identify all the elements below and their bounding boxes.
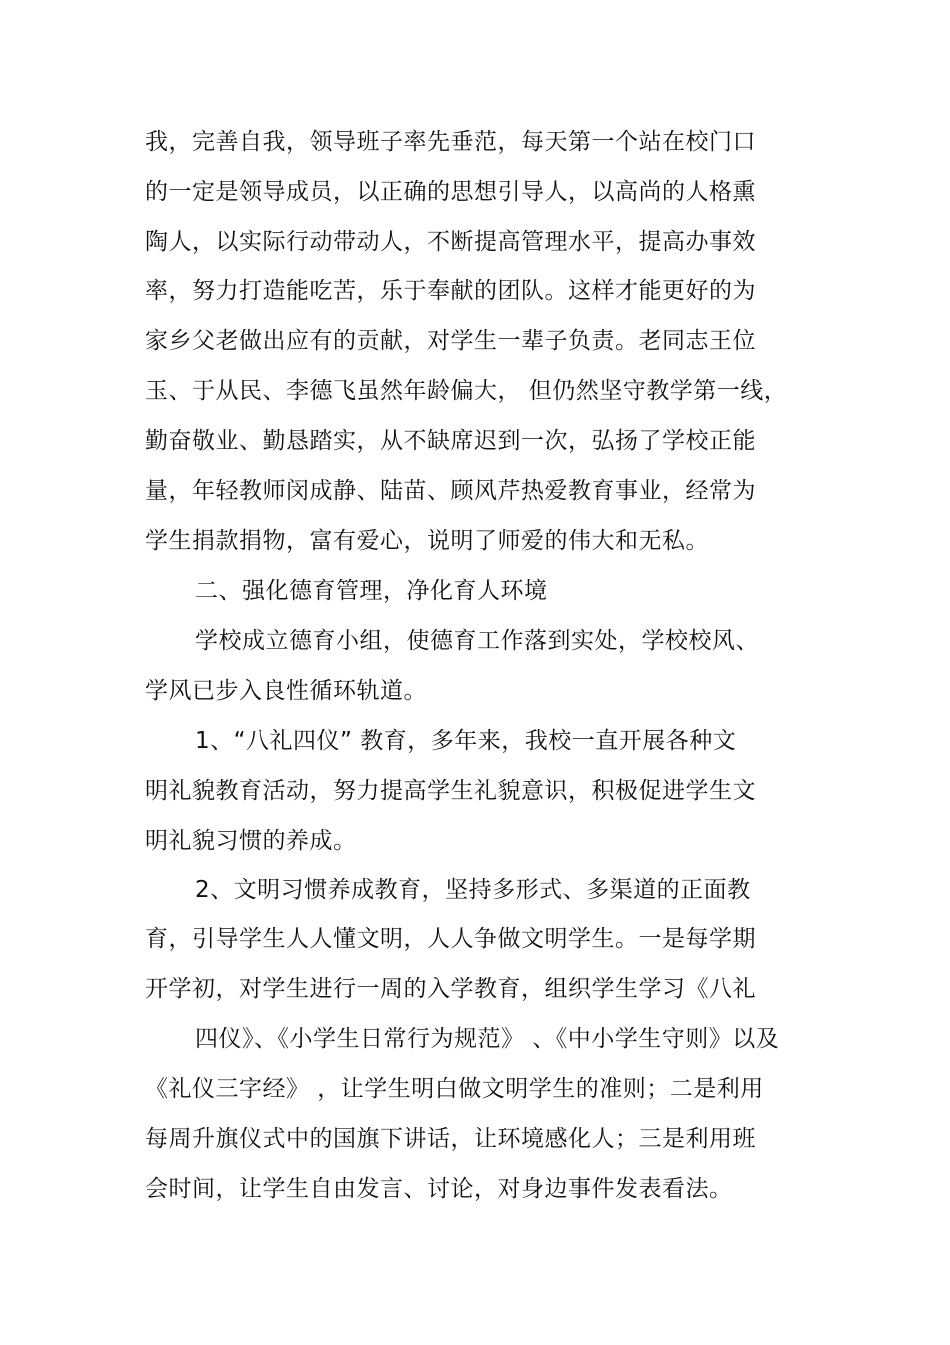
text-line: 四仪》、《小学生日常行为规范》 、《中小学生守则》以及 (195, 1026, 780, 1052)
text-line: 育，引导学生人人懂文明，人人争做文明学生。一是每学期 (145, 926, 756, 952)
text-line: 量，年轻教师闵成静、陆苗、顾风芹热爱教育事业，经常为 (145, 478, 756, 504)
text-line: 1、“八礼四仪” 教育，多年来，我校一直开展各种文 (195, 728, 737, 754)
section-heading: 二、强化德育管理，净化育人环境 (195, 578, 548, 604)
text-line: 每周升旗仪式中的国旗下讲话，让环境感化人；三是利用班 (145, 1126, 756, 1152)
text-line: 学校成立德育小组，使德育工作落到实处，学校校风、 (195, 628, 759, 654)
text-line: 开学初，对学生进行一周的入学教育，组织学生学习《八礼 (145, 976, 756, 1002)
text-line: 家乡父老做出应有的贡献，对学生一辈子负责。老同志王位 (145, 328, 756, 354)
text-line: 2、文明习惯养成教育，坚持多形式、多渠道的正面教 (195, 877, 751, 903)
text-line: 会时间，让学生自由发言、讨论，对身边事件发表看法。 (145, 1176, 733, 1202)
text-line: 陶人，以实际行动带动人，不断提高管理水平，提高办事效 (145, 229, 756, 255)
text-line: 率，努力打造能吃苦，乐于奉献的团队。这样才能更好的为 (145, 278, 756, 304)
text-line: 明礼貌教育活动，努力提高学生礼貌意识，积极促进学生文 (145, 778, 756, 804)
text-line: 玉、于从民、李德飞虽然年龄偏大， 但仍然坚守教学第一线， (145, 378, 788, 404)
text-line: 《礼仪三字经》 ，让学生明白做文明学生的准则；二是利用 (145, 1076, 764, 1102)
text-line: 学生捐款捐物，富有爱心，说明了师爱的伟大和无私。 (145, 528, 709, 554)
text-line: 学风已步入良性循环轨道。 (145, 678, 427, 704)
text-line: 我，完善自我，领导班子率先垂范，每天第一个站在校门口 (145, 129, 756, 155)
text-line: 的一定是领导成员，以正确的思想引导人，以高尚的人格熏 (145, 179, 756, 205)
text-line: 勤奋敬业、勤恳踏实，从不缺席迟到一次，弘扬了学校正能 (145, 428, 756, 454)
text-line: 明礼貌习惯的养成。 (145, 828, 357, 854)
